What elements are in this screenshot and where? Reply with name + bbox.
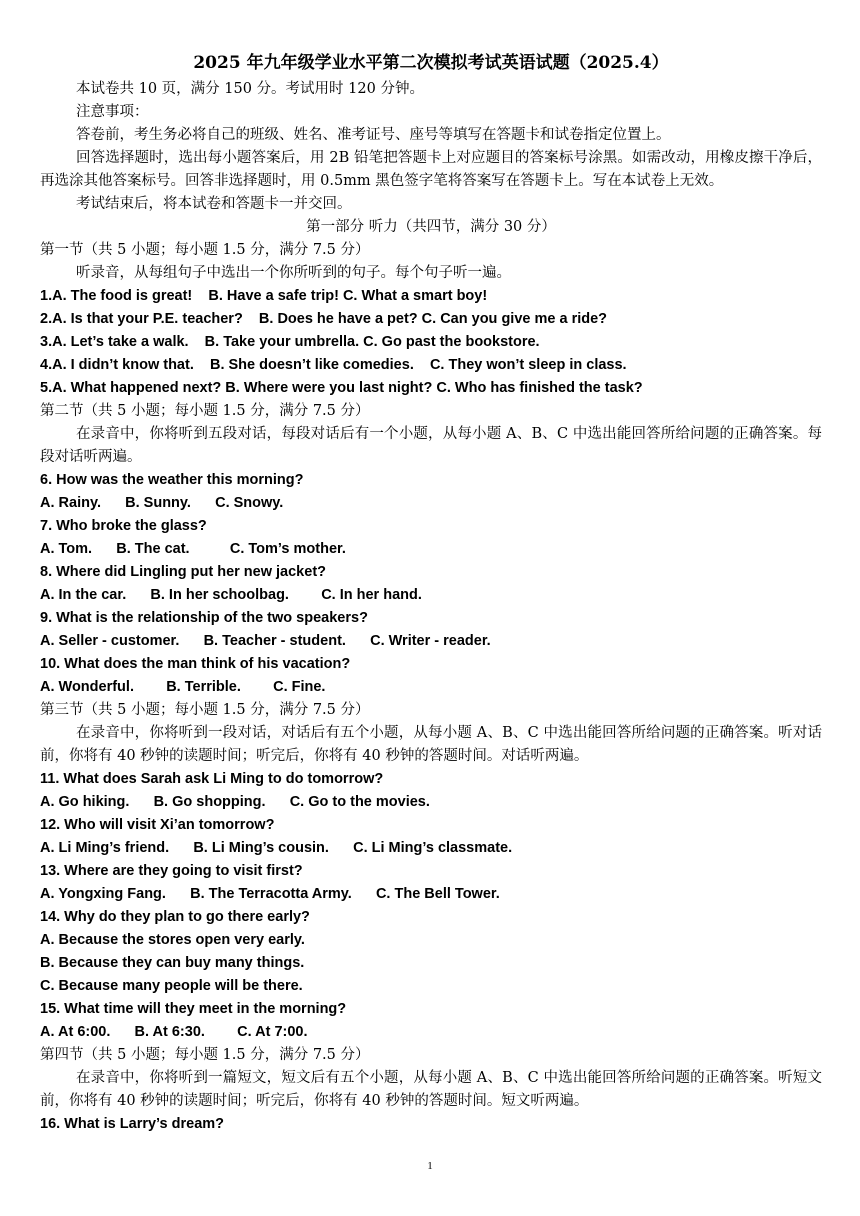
question-7: 7. Who broke the glass? bbox=[40, 518, 207, 534]
question-10: 10. What does the man think of his vacation? bbox=[40, 656, 351, 672]
question-15-options: A. At 6:00. B. At 6:30. C. At 7:00. bbox=[40, 1024, 308, 1040]
intro-line-2: 答卷前，考生务必将自己的班级、姓名、准考证号、座号等填写在答题卡和试卷指定位置上。 bbox=[76, 127, 671, 143]
question-11-options: A. Go hiking. B. Go shopping. C. Go to the movies. bbox=[40, 794, 430, 810]
section2-heading: 第二节（共 5 小题；每小题 1.5 分，满分 7.5 分） bbox=[40, 403, 370, 419]
section3-instruction: 在录音中，你将听到一段对话，对话后有五个小题，从每小题 A、B、C 中选出能回答所给问题的正确答案。听对话前，你将有 40 秒钟的读题时间；听完后，你将有 40 秒钟的答题时间。对话听两遍。 bbox=[40, 725, 822, 764]
question-11: 11. What does Sarah ask Li Ming to do tomorrow? bbox=[40, 771, 384, 787]
intro-line-1: 本试卷共 10 页，满分 150 分。考试用时 120 分钟。 bbox=[76, 81, 424, 97]
question-6: 6. How was the weather this morning? bbox=[40, 472, 304, 488]
part1-heading: 第一部分 听力（共四节，满分 30 分） bbox=[306, 219, 556, 235]
question-12-options: A. Li Ming’s friend. B. Li Ming’s cousin. C. Li Ming’s classmate. bbox=[40, 840, 513, 856]
intro-notice: 注意事项： bbox=[76, 104, 149, 120]
section4-instruction: 在录音中，你将听到一篇短文，短文后有五个小题，从每小题 A、B、C 中选出能回答所给问题的正确答案。听短文前，你将有 40 秒钟的读题时间；听完后，你将有 40 秒钟的答题时间。短文听两遍。 bbox=[40, 1070, 822, 1109]
intro-line-3: 回答选择题时，选出每小题答案后，用 2B 铅笔把答题卡上对应题目的答案标号涂黑。如需改动，用橡皮擦干净后，再选涂其他答案标号。回答非选择题时，用 0.5mm 黑色签字笔将答案写在答题卡上。写在本试卷上无效。 bbox=[40, 150, 822, 189]
question-9: 9. What is the relationship of the two speakers? bbox=[40, 610, 368, 626]
question-5: 5.A. What happened next? B. Where were you last night? C. Who has finished the task? bbox=[40, 380, 643, 396]
question-16: 16. What is Larry’s dream? bbox=[40, 1116, 225, 1132]
question-14-option-b: B. Because they can buy many things. bbox=[40, 955, 305, 971]
section3-heading: 第三节（共 5 小题；每小题 1.5 分，满分 7.5 分） bbox=[40, 702, 370, 718]
section4-heading: 第四节（共 5 小题；每小题 1.5 分，满分 7.5 分） bbox=[40, 1047, 370, 1063]
section2-instruction: 在录音中，你将听到五段对话，每段对话后有一个小题，从每小题 A、B、C 中选出能回答所给问题的正确答案。每段对话听两遍。 bbox=[40, 426, 822, 465]
exam-page bbox=[40, 48, 822, 1136]
question-3: 3.A. Let’s take a walk. B. Take your umbrella. C. Go past the bookstore. bbox=[40, 334, 540, 350]
question-8: 8. Where did Lingling put her new jacket? bbox=[40, 564, 326, 580]
question-2: 2.A. Is that your P.E. teacher? B. Does he have a pet? C. Can you give me a ride? bbox=[40, 311, 608, 327]
question-12: 12. Who will visit Xi’an tomorrow? bbox=[40, 817, 275, 833]
question-14: 14. Why do they plan to go there early? bbox=[40, 909, 310, 925]
question-8-options: A. In the car. B. In her schoolbag. C. In her hand. bbox=[40, 587, 422, 603]
question-9-options: A. Seller - customer. B. Teacher - student. C. Writer - reader. bbox=[40, 633, 491, 649]
question-10-options: A. Wonderful. B. Terrible. C. Fine. bbox=[40, 679, 326, 695]
question-13: 13. Where are they going to visit first? bbox=[40, 863, 303, 879]
intro-line-4: 考试结束后，将本试卷和答题卡一并交回。 bbox=[76, 196, 352, 212]
question-14-option-a: A. Because the stores open very early. bbox=[40, 932, 305, 948]
question-6-options: A. Rainy. B. Sunny. C. Snowy. bbox=[40, 495, 284, 511]
question-4: 4.A. I didn’t know that. B. She doesn’t like comedies. C. They won’t sleep in class. bbox=[40, 357, 627, 373]
question-1: 1.A. The food is great! B. Have a safe trip! C. What a smart boy! bbox=[40, 288, 488, 304]
page-number: 1 bbox=[427, 1160, 433, 1172]
question-15: 15. What time will they meet in the morning? bbox=[40, 1001, 347, 1017]
question-7-options: A. Tom. B. The cat. C. Tom’s mother. bbox=[40, 541, 346, 557]
exam-title: 2025 年九年级学业水平第二次模拟考试英语试题（2025.4） bbox=[193, 53, 669, 73]
section1-instruction: 听录音，从每组句子中选出一个你所听到的句子。每个句子听一遍。 bbox=[76, 265, 511, 281]
question-14-option-c: C. Because many people will be there. bbox=[40, 978, 303, 994]
question-13-options: A. Yongxing Fang. B. The Terracotta Army. C. The Bell Tower. bbox=[40, 886, 500, 902]
section1-heading: 第一节（共 5 小题；每小题 1.5 分，满分 7.5 分） bbox=[40, 242, 370, 258]
